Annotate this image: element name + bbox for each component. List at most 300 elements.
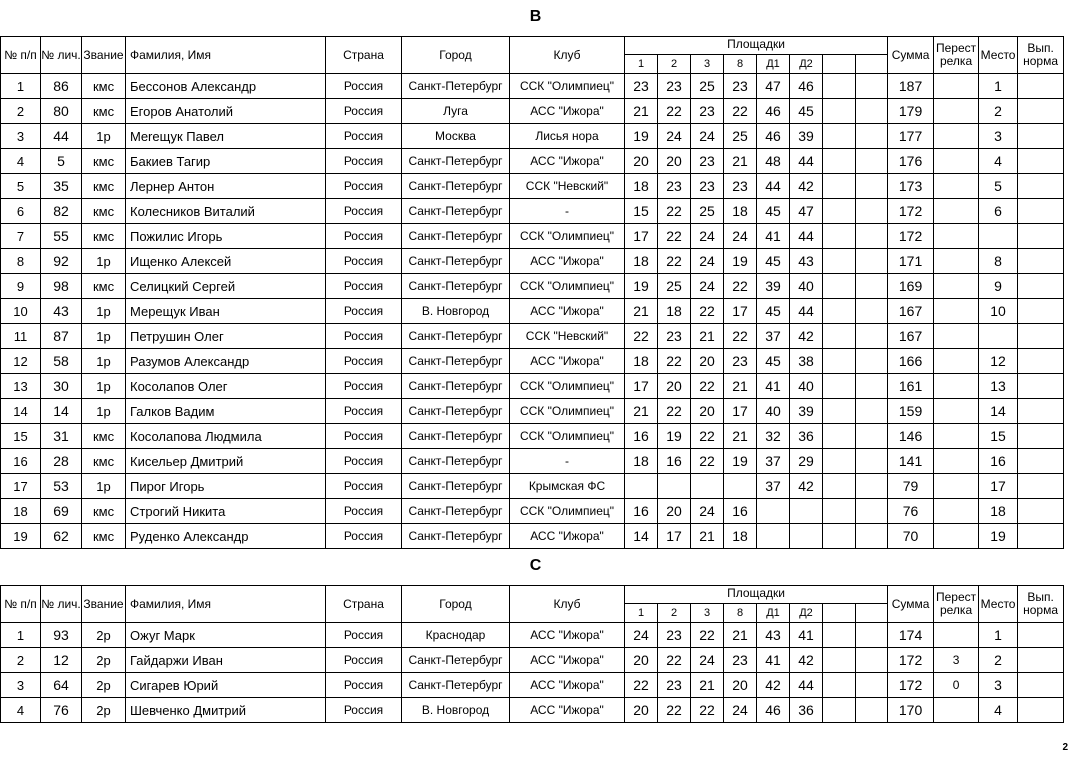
cell-name: Галков Вадим xyxy=(126,399,326,424)
cell-score: 18 xyxy=(658,299,691,324)
cell-shootoff xyxy=(934,199,979,224)
cell-club: АСС "Ижора" xyxy=(510,673,625,698)
cell-score: 39 xyxy=(790,399,823,424)
cell-score: 20 xyxy=(625,648,658,673)
cell-rank: 1р xyxy=(82,374,126,399)
cell-sum: 141 xyxy=(888,449,934,474)
cell-pp: 3 xyxy=(1,673,41,698)
cell-lic: 86 xyxy=(41,74,82,99)
cell-score: 22 xyxy=(658,199,691,224)
cell-norm xyxy=(1018,74,1064,99)
cell-rank: 1р xyxy=(82,474,126,499)
cell-sum: 172 xyxy=(888,673,934,698)
cell-score xyxy=(823,499,856,524)
cell-score: 40 xyxy=(757,399,790,424)
cell-score: 24 xyxy=(691,648,724,673)
cell-score: 16 xyxy=(625,499,658,524)
cell-score: 22 xyxy=(691,374,724,399)
cell-score: 16 xyxy=(658,449,691,474)
cell-score xyxy=(823,299,856,324)
cell-sum: 167 xyxy=(888,299,934,324)
cell-score: 45 xyxy=(757,299,790,324)
cell-country: Россия xyxy=(326,324,402,349)
cell-score: 25 xyxy=(724,124,757,149)
ground-label: 2 xyxy=(658,55,691,74)
cell-score: 22 xyxy=(691,299,724,324)
cell-score: 24 xyxy=(724,698,757,723)
cell-score: 42 xyxy=(790,648,823,673)
cell-place: 16 xyxy=(979,449,1018,474)
cell-score xyxy=(856,174,888,199)
cell-score xyxy=(856,224,888,249)
cell-score: 18 xyxy=(625,349,658,374)
cell-score: 42 xyxy=(790,174,823,199)
table-row xyxy=(1,149,1064,174)
cell-city: Москва xyxy=(402,124,510,149)
cell-club: ССК "Олимпиец" xyxy=(510,274,625,299)
cell-rank: 1р xyxy=(82,324,126,349)
cell-score: 20 xyxy=(724,673,757,698)
cell-place: 8 xyxy=(979,249,1018,274)
cell-pp: 15 xyxy=(1,424,41,449)
cell-norm xyxy=(1018,524,1064,549)
cell-place: 6 xyxy=(979,199,1018,224)
cell-place: 5 xyxy=(979,174,1018,199)
cell-pp: 2 xyxy=(1,648,41,673)
cell-lic: 30 xyxy=(41,374,82,399)
cell-country: Россия xyxy=(326,698,402,723)
cell-norm xyxy=(1018,224,1064,249)
cell-city: Санкт-Петербург xyxy=(402,199,510,224)
cell-place xyxy=(979,324,1018,349)
cell-shootoff xyxy=(934,623,979,648)
cell-norm xyxy=(1018,449,1064,474)
cell-pp: 1 xyxy=(1,74,41,99)
table-row xyxy=(1,124,1064,149)
cell-sum: 172 xyxy=(888,199,934,224)
table-row xyxy=(1,349,1064,374)
cell-score: 20 xyxy=(658,499,691,524)
cell-shootoff xyxy=(934,249,979,274)
cell-pp: 16 xyxy=(1,449,41,474)
cell-score xyxy=(856,623,888,648)
ground-label: Д1 xyxy=(757,604,790,623)
cell-norm xyxy=(1018,299,1064,324)
header-sum: Сумма xyxy=(888,37,934,74)
cell-club: АСС "Ижора" xyxy=(510,648,625,673)
cell-score: 15 xyxy=(625,199,658,224)
cell-score xyxy=(856,249,888,274)
table-row xyxy=(1,499,1064,524)
cell-score: 24 xyxy=(691,249,724,274)
cell-club: ССК "Невский" xyxy=(510,324,625,349)
cell-sum: 159 xyxy=(888,399,934,424)
cell-rank: кмс xyxy=(82,274,126,299)
cell-shootoff xyxy=(934,74,979,99)
cell-score: 23 xyxy=(658,324,691,349)
cell-rank: кмс xyxy=(82,149,126,174)
cell-club: ССК "Олимпиец" xyxy=(510,224,625,249)
page-number: 2 xyxy=(1062,742,1068,753)
ground-label xyxy=(823,55,856,74)
cell-score: 41 xyxy=(757,374,790,399)
cell-score xyxy=(823,374,856,399)
cell-norm xyxy=(1018,249,1064,274)
cell-score: 22 xyxy=(625,324,658,349)
cell-shootoff xyxy=(934,324,979,349)
cell-score xyxy=(823,224,856,249)
cell-score xyxy=(823,324,856,349)
cell-place xyxy=(979,224,1018,249)
cell-sum: 176 xyxy=(888,149,934,174)
header-country: Страна xyxy=(326,37,402,74)
cell-score xyxy=(823,174,856,199)
header-row xyxy=(1,37,1064,55)
cell-lic: 35 xyxy=(41,174,82,199)
cell-score: 21 xyxy=(625,399,658,424)
cell-score: 25 xyxy=(691,74,724,99)
cell-country: Россия xyxy=(326,199,402,224)
cell-score: 17 xyxy=(724,299,757,324)
cell-score: 22 xyxy=(724,274,757,299)
cell-norm xyxy=(1018,623,1064,648)
cell-country: Россия xyxy=(326,124,402,149)
cell-club: АСС "Ижора" xyxy=(510,349,625,374)
cell-sum: 187 xyxy=(888,74,934,99)
cell-city: Санкт-Петербург xyxy=(402,424,510,449)
cell-score: 22 xyxy=(658,99,691,124)
cell-pp: 12 xyxy=(1,349,41,374)
cell-lic: 82 xyxy=(41,199,82,224)
cell-score: 45 xyxy=(790,99,823,124)
cell-shootoff xyxy=(934,99,979,124)
cell-sum: 173 xyxy=(888,174,934,199)
cell-norm xyxy=(1018,399,1064,424)
cell-score: 44 xyxy=(790,149,823,174)
cell-pp: 19 xyxy=(1,524,41,549)
cell-lic: 80 xyxy=(41,99,82,124)
cell-score: 23 xyxy=(658,673,691,698)
cell-score xyxy=(757,524,790,549)
cell-lic: 87 xyxy=(41,324,82,349)
cell-sum: 161 xyxy=(888,374,934,399)
cell-city: Санкт-Петербург xyxy=(402,524,510,549)
cell-score: 41 xyxy=(757,224,790,249)
ground-label: 2 xyxy=(658,604,691,623)
cell-score: 44 xyxy=(790,673,823,698)
cell-score xyxy=(856,424,888,449)
cell-club: - xyxy=(510,199,625,224)
cell-score: 21 xyxy=(691,524,724,549)
cell-country: Россия xyxy=(326,499,402,524)
cell-country: Россия xyxy=(326,299,402,324)
cell-score: 21 xyxy=(724,149,757,174)
table-row xyxy=(1,698,1064,723)
cell-sum: 177 xyxy=(888,124,934,149)
cell-country: Россия xyxy=(326,349,402,374)
cell-score: 20 xyxy=(625,149,658,174)
cell-club: АСС "Ижора" xyxy=(510,249,625,274)
cell-country: Россия xyxy=(326,524,402,549)
cell-club: АСС "Ижора" xyxy=(510,623,625,648)
cell-score: 23 xyxy=(658,174,691,199)
cell-score xyxy=(856,149,888,174)
cell-score: 42 xyxy=(790,324,823,349)
cell-score: 25 xyxy=(658,274,691,299)
cell-norm xyxy=(1018,648,1064,673)
cell-place: 4 xyxy=(979,149,1018,174)
cell-score: 23 xyxy=(658,74,691,99)
cell-name: Гайдаржи Иван xyxy=(126,648,326,673)
ground-label: 1 xyxy=(625,55,658,74)
cell-score xyxy=(658,474,691,499)
cell-shootoff xyxy=(934,474,979,499)
cell-city: Санкт-Петербург xyxy=(402,149,510,174)
cell-sum: 179 xyxy=(888,99,934,124)
cell-norm xyxy=(1018,199,1064,224)
table-row xyxy=(1,399,1064,424)
cell-rank: кмс xyxy=(82,449,126,474)
cell-city: В. Новгород xyxy=(402,698,510,723)
cell-score xyxy=(823,524,856,549)
cell-score: 18 xyxy=(724,199,757,224)
cell-name: Колесников Виталий xyxy=(126,199,326,224)
cell-shootoff xyxy=(934,374,979,399)
cell-name: Руденко Александр xyxy=(126,524,326,549)
cell-place: 12 xyxy=(979,349,1018,374)
cell-shootoff xyxy=(934,399,979,424)
cell-shootoff: 3 xyxy=(934,648,979,673)
cell-shootoff xyxy=(934,524,979,549)
cell-score: 45 xyxy=(757,249,790,274)
cell-place: 1 xyxy=(979,623,1018,648)
cell-pp: 8 xyxy=(1,249,41,274)
section-title-b: B xyxy=(529,8,542,25)
cell-score xyxy=(856,698,888,723)
cell-score: 22 xyxy=(658,349,691,374)
cell-score: 19 xyxy=(724,249,757,274)
cell-norm xyxy=(1018,499,1064,524)
cell-score: 46 xyxy=(757,124,790,149)
cell-place: 19 xyxy=(979,524,1018,549)
cell-shootoff xyxy=(934,698,979,723)
cell-shootoff xyxy=(934,274,979,299)
cell-score: 22 xyxy=(658,698,691,723)
cell-lic: 12 xyxy=(41,648,82,673)
cell-score: 32 xyxy=(757,424,790,449)
cell-name: Ожуг Марк xyxy=(126,623,326,648)
cell-score: 23 xyxy=(724,648,757,673)
header-place: Место xyxy=(979,586,1018,623)
cell-lic: 98 xyxy=(41,274,82,299)
cell-score: 22 xyxy=(658,648,691,673)
cell-score xyxy=(823,149,856,174)
cell-country: Россия xyxy=(326,449,402,474)
cell-country: Россия xyxy=(326,249,402,274)
cell-lic: 43 xyxy=(41,299,82,324)
cell-rank: кмс xyxy=(82,174,126,199)
cell-rank: кмс xyxy=(82,499,126,524)
header-place: Место xyxy=(979,37,1018,74)
cell-score: 21 xyxy=(625,99,658,124)
cell-city: Санкт-Петербург xyxy=(402,673,510,698)
cell-score: 23 xyxy=(691,174,724,199)
cell-score: 17 xyxy=(658,524,691,549)
cell-city: Санкт-Петербург xyxy=(402,74,510,99)
cell-score xyxy=(823,274,856,299)
cell-sum: 146 xyxy=(888,424,934,449)
cell-name: Разумов Александр xyxy=(126,349,326,374)
cell-city: Санкт-Петербург xyxy=(402,249,510,274)
cell-place: 2 xyxy=(979,99,1018,124)
header-shootoff: Перест релка xyxy=(934,586,979,623)
cell-score: 39 xyxy=(757,274,790,299)
ground-label: 1 xyxy=(625,604,658,623)
table-row xyxy=(1,174,1064,199)
cell-city: Санкт-Петербург xyxy=(402,648,510,673)
cell-score: 38 xyxy=(790,349,823,374)
cell-norm xyxy=(1018,673,1064,698)
cell-name: Строгий Никита xyxy=(126,499,326,524)
cell-club: Крымская ФС xyxy=(510,474,625,499)
cell-city: Луга xyxy=(402,99,510,124)
cell-score: 40 xyxy=(790,274,823,299)
cell-score xyxy=(823,349,856,374)
ground-label: Д2 xyxy=(790,604,823,623)
header-name: Фамилия, Имя xyxy=(126,37,326,74)
cell-score: 36 xyxy=(790,424,823,449)
cell-score: 20 xyxy=(625,698,658,723)
cell-shootoff xyxy=(934,449,979,474)
cell-club: АСС "Ижора" xyxy=(510,698,625,723)
results-table-c xyxy=(0,585,1064,723)
cell-rank: 1р xyxy=(82,299,126,324)
cell-lic: 28 xyxy=(41,449,82,474)
cell-city: Санкт-Петербург xyxy=(402,349,510,374)
cell-pp: 4 xyxy=(1,149,41,174)
cell-score: 37 xyxy=(757,474,790,499)
cell-city: Краснодар xyxy=(402,623,510,648)
cell-score: 23 xyxy=(658,623,691,648)
cell-score xyxy=(856,648,888,673)
cell-shootoff xyxy=(934,174,979,199)
table-row xyxy=(1,99,1064,124)
cell-place: 4 xyxy=(979,698,1018,723)
cell-lic: 31 xyxy=(41,424,82,449)
cell-score: 18 xyxy=(724,524,757,549)
cell-score: 24 xyxy=(691,124,724,149)
table-row xyxy=(1,424,1064,449)
cell-score: 16 xyxy=(625,424,658,449)
table-row xyxy=(1,524,1064,549)
cell-sum: 172 xyxy=(888,224,934,249)
cell-city: В. Новгород xyxy=(402,299,510,324)
cell-score: 42 xyxy=(757,673,790,698)
cell-city: Санкт-Петербург xyxy=(402,474,510,499)
cell-score xyxy=(856,673,888,698)
cell-rank: кмс xyxy=(82,199,126,224)
cell-place: 3 xyxy=(979,124,1018,149)
cell-norm xyxy=(1018,424,1064,449)
cell-score: 22 xyxy=(724,324,757,349)
cell-club: ССК "Олимпиец" xyxy=(510,424,625,449)
cell-rank: 1р xyxy=(82,124,126,149)
cell-name: Егоров Анатолий xyxy=(126,99,326,124)
cell-place: 14 xyxy=(979,399,1018,424)
cell-norm xyxy=(1018,374,1064,399)
cell-pp: 2 xyxy=(1,99,41,124)
cell-score: 44 xyxy=(790,299,823,324)
cell-rank: 2р xyxy=(82,623,126,648)
cell-rank: 2р xyxy=(82,698,126,723)
cell-score: 19 xyxy=(658,424,691,449)
cell-score: 20 xyxy=(691,399,724,424)
table-row xyxy=(1,324,1064,349)
cell-sum: 70 xyxy=(888,524,934,549)
cell-lic: 58 xyxy=(41,349,82,374)
cell-score xyxy=(823,249,856,274)
cell-score: 22 xyxy=(724,99,757,124)
header-club: Клуб xyxy=(510,37,625,74)
cell-club: ССК "Невский" xyxy=(510,174,625,199)
cell-score xyxy=(823,399,856,424)
cell-place: 17 xyxy=(979,474,1018,499)
cell-pp: 5 xyxy=(1,174,41,199)
cell-norm xyxy=(1018,698,1064,723)
cell-club: ССК "Олимпиец" xyxy=(510,499,625,524)
cell-score xyxy=(823,698,856,723)
cell-rank: 1р xyxy=(82,399,126,424)
cell-score xyxy=(856,374,888,399)
header-name: Фамилия, Имя xyxy=(126,586,326,623)
cell-score: 24 xyxy=(658,124,691,149)
cell-rank: кмс xyxy=(82,99,126,124)
cell-score xyxy=(856,299,888,324)
cell-city: Санкт-Петербург xyxy=(402,274,510,299)
cell-score: 24 xyxy=(625,623,658,648)
cell-score xyxy=(856,324,888,349)
header-norm: Вып. норма xyxy=(1018,37,1064,74)
cell-score: 21 xyxy=(691,324,724,349)
cell-sum: 76 xyxy=(888,499,934,524)
cell-score: 46 xyxy=(757,698,790,723)
cell-sum: 172 xyxy=(888,648,934,673)
cell-score: 42 xyxy=(790,474,823,499)
cell-score xyxy=(625,474,658,499)
cell-norm xyxy=(1018,324,1064,349)
cell-club: ССК "Олимпиец" xyxy=(510,74,625,99)
cell-club: АСС "Ижора" xyxy=(510,299,625,324)
cell-city: Санкт-Петербург xyxy=(402,399,510,424)
cell-shootoff xyxy=(934,499,979,524)
cell-score xyxy=(823,424,856,449)
cell-score: 17 xyxy=(724,399,757,424)
header-country: Страна xyxy=(326,586,402,623)
cell-score xyxy=(856,199,888,224)
header-city: Город xyxy=(402,586,510,623)
cell-score: 14 xyxy=(625,524,658,549)
cell-shootoff xyxy=(934,124,979,149)
header-club: Клуб xyxy=(510,586,625,623)
table-row xyxy=(1,673,1064,698)
cell-score: 47 xyxy=(757,74,790,99)
cell-pp: 14 xyxy=(1,399,41,424)
cell-rank: кмс xyxy=(82,224,126,249)
cell-pp: 10 xyxy=(1,299,41,324)
cell-name: Кисельер Дмитрий xyxy=(126,449,326,474)
cell-score: 20 xyxy=(658,149,691,174)
cell-shootoff xyxy=(934,299,979,324)
